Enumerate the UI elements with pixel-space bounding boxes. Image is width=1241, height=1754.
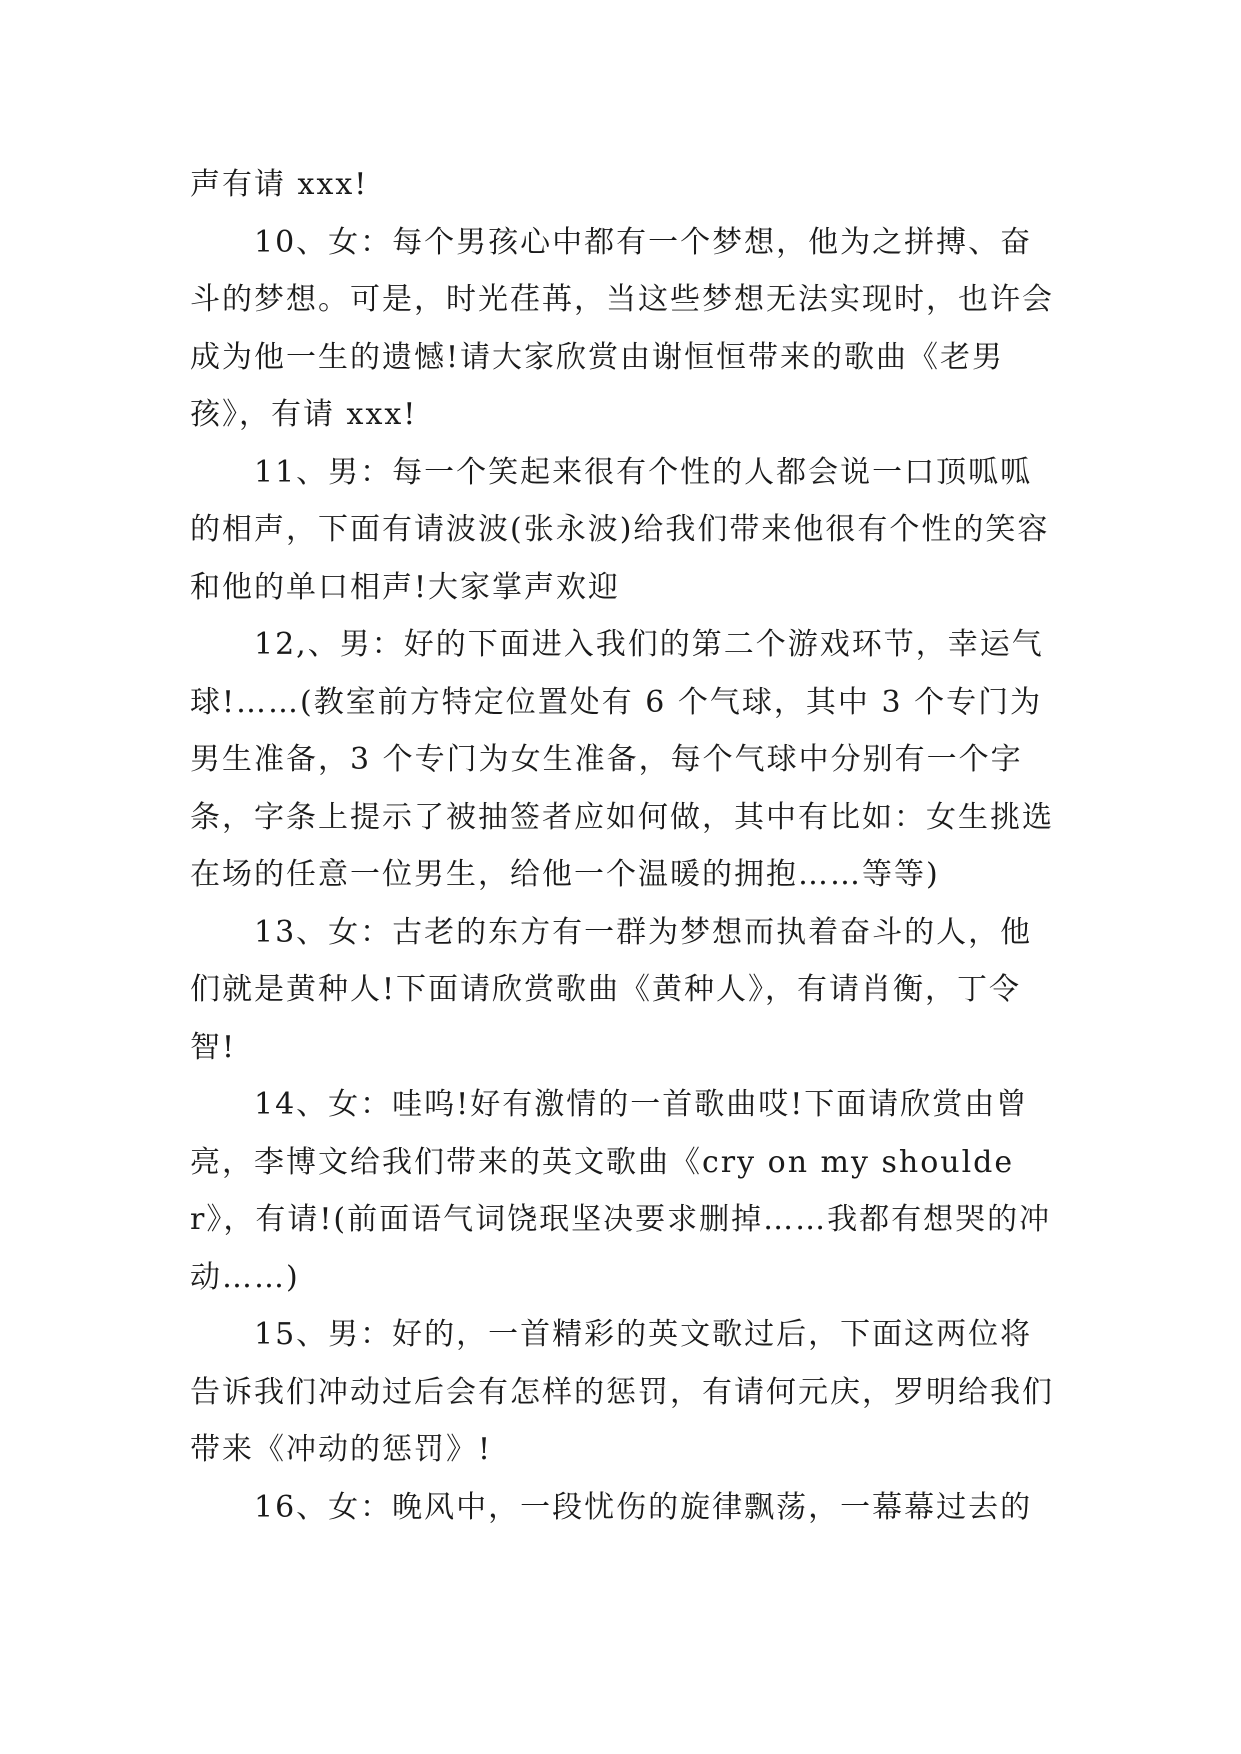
paragraph-12: 12,、男：好的下面进入我们的第二个游戏环节，幸运气球!……(教室前方特定位置处有 6 个气球，其中 3 个专门为男生准备，3 个专门为女生准备，每个气球中分别有一个字条，字条上提示了被抽签者应如何做，其中有比如：女生挑选在场的任意一位男生，给他一个温暖的拥抱……等等) — [190, 627, 1054, 892]
paragraph-14: 14、女：哇呜!好有激情的一首歌曲哎!下面请欣赏由曾亮，李博文给我们带来的英文歌曲《cry on my shoulder》，有请!(前面语气词饶珉坚决要求删掉……我都有想哭的冲动……) — [190, 1087, 1052, 1295]
document-body — [190, 156, 1055, 1536]
paragraph-11: 11、男：每一个笑起来很有个性的人都会说一口顶呱呱的相声，下面有请波波(张永波)给我们带来他很有个性的笑容和他的单口相声!大家掌声欢迎 — [190, 454, 1050, 605]
paragraph-continuation: 声有请 xxx! — [190, 167, 369, 202]
paragraph-13: 13、女：古老的东方有一群为梦想而执着奋斗的人，他们就是黄种人!下面请欣赏歌曲《黄种人》，有请肖衡，丁令智! — [190, 914, 1033, 1065]
paragraph-15: 15、男：好的，一首精彩的英文歌过后，下面这两位将告诉我们冲动过后会有怎样的惩罚，有请何元庆，罗明给我们带来《冲动的惩罚》! — [190, 1317, 1054, 1467]
paragraph-16: 16、女：晚风中，一段忧伤的旋律飘荡，一幕幕过去的 — [254, 1489, 1033, 1525]
paragraph-10: 10、女：每个男孩心中都有一个梦想，他为之拼搏、奋斗的梦想。可是，时光荏苒，当这些梦想无法实现时，也许会成为他一生的遗憾!请大家欣赏由谢恒恒带来的歌曲《老男孩》，有请 xxx! — [190, 224, 1054, 432]
